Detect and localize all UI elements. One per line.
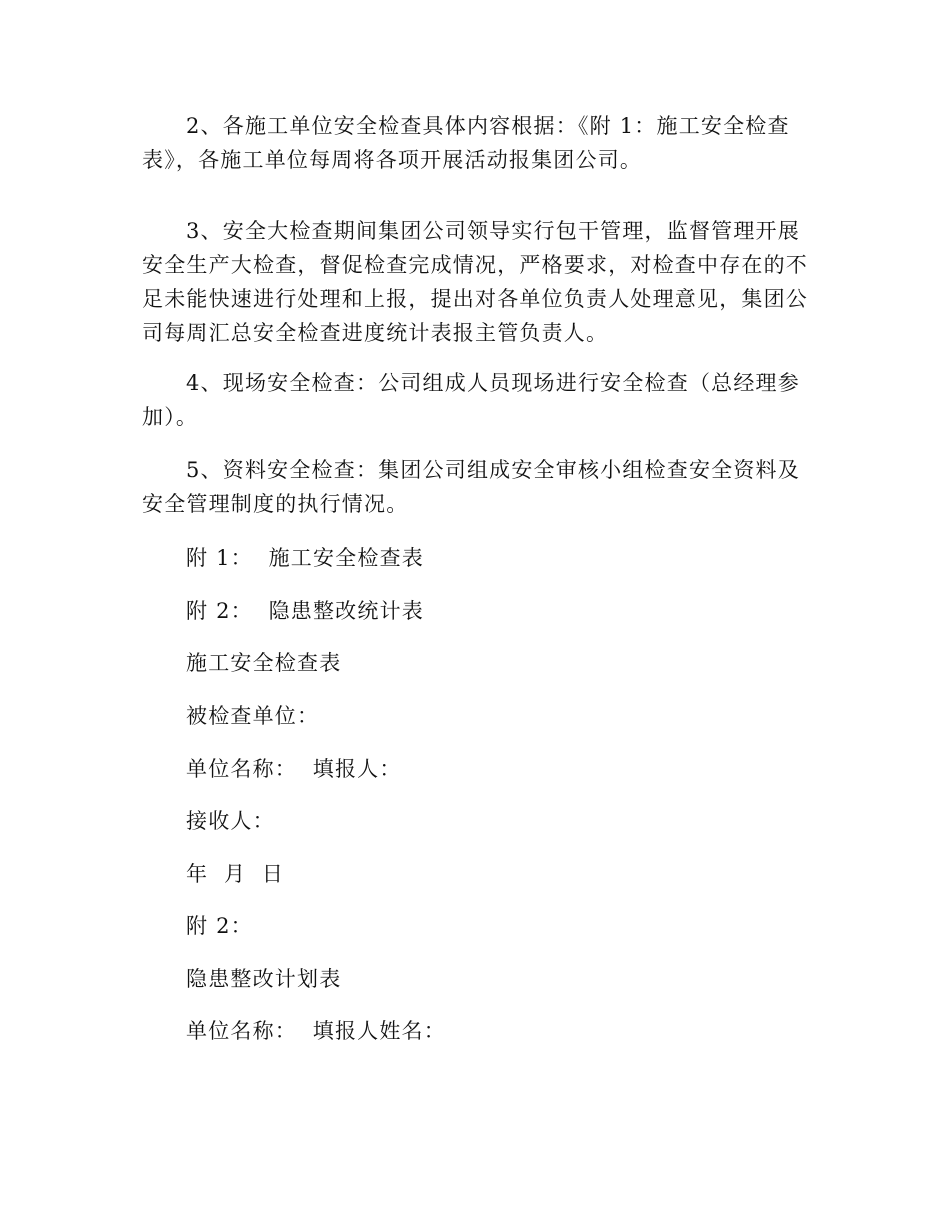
date-line: 年 月 日 (186, 862, 285, 886)
paragraph-item-4: 4、现场安全检查：公司组成人员现场进行安全检查（总经理参加）。 (142, 371, 800, 429)
unit-name-reporter-line: 单位名称： 填报人： (186, 757, 402, 781)
receiver-label: 接收人： (186, 809, 275, 833)
paragraph-item-2: 2、各施工单位安全检查具体内容根据：《附 1：施工安全检查表》，各施工单位每周将各项开展活动报集团公司。 (142, 114, 790, 172)
attachment-2-line: 附 2： 隐患整改统计表 (186, 599, 424, 623)
attachment-1-line: 附 1： 施工安全检查表 (186, 546, 424, 570)
paragraph-item-3: 3、安全大检查期间集团公司领导实行包干管理，监督管理开展安全生产大检查，督促检查完成情况，严格要求，对检查中存在的不足未能快速进行处理和上报，提出对各单位负责人处理意见，集团公司每周汇总安全检查进度统计表报主管负责人。 (142, 219, 808, 345)
form-title-safety-check: 施工安全检查表 (186, 651, 342, 675)
unit-name-reporter-name-line: 单位名称： 填报人姓名： (186, 1019, 446, 1043)
paragraph-item-5: 5、资料安全检查：集团公司组成安全审核小组检查安全资料及安全管理制度的执行情况。 (142, 458, 800, 516)
inspected-unit-label: 被检查单位： (186, 704, 320, 728)
attachment-2-heading: 附 2： (186, 914, 253, 938)
form-title-rectification-plan: 隐患整改计划表 (186, 967, 342, 991)
